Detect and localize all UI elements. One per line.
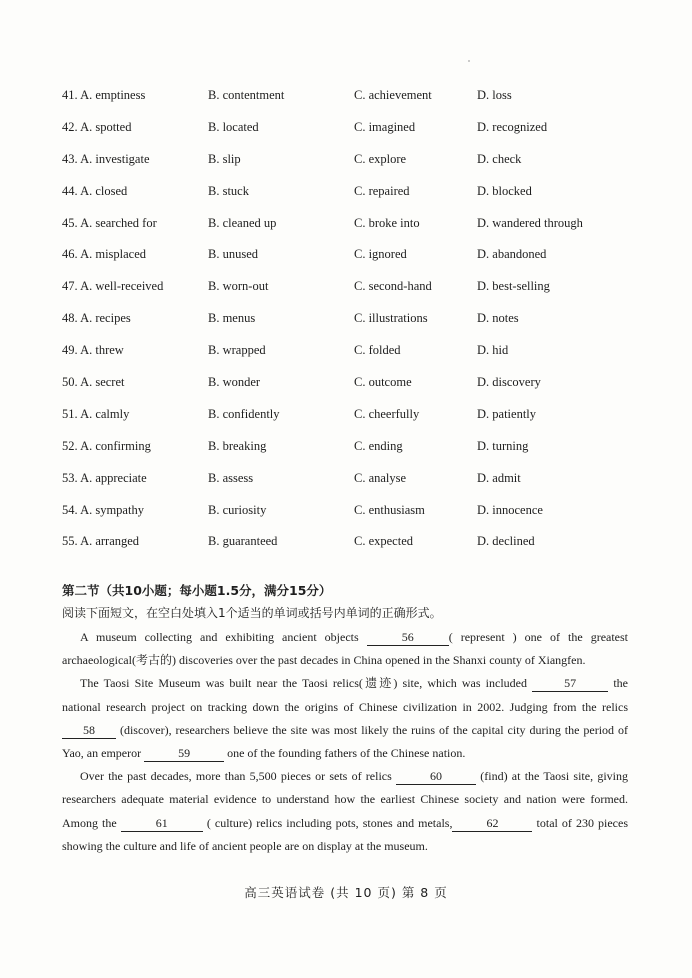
option-d: D. admit	[477, 470, 521, 485]
option-d: D. notes	[477, 311, 519, 326]
option-b: B. cleaned up	[208, 215, 277, 230]
option-b: B. located	[208, 119, 259, 134]
paragraph-1: A museum collecting and exhibiting ancient objects 56 ( represent ) one of the greatest archaeological(考古的) discoveries over the past decades in China opened in the Shanxi county of Xiangfen.	[62, 630, 629, 668]
option-d: D. declined	[477, 534, 535, 549]
option-a: 51. A. calmly	[62, 406, 130, 421]
question-row	[62, 184, 662, 216]
option-a: 54. A. sympathy	[62, 502, 144, 517]
scan-speck	[468, 60, 470, 62]
question-row	[62, 534, 662, 566]
option-d: D. check	[477, 151, 522, 166]
blank-60[interactable]: 60	[396, 769, 476, 785]
question-row	[62, 407, 662, 439]
question-row	[62, 439, 662, 471]
option-a: 44. A. closed	[62, 183, 128, 198]
blank-56[interactable]: 56	[367, 630, 449, 646]
question-row	[62, 503, 662, 535]
option-d: D. blocked	[477, 183, 532, 198]
option-b: B. wonder	[208, 375, 261, 390]
option-b: B. breaking	[208, 438, 267, 453]
option-c: C. expected	[354, 534, 414, 549]
blank-58[interactable]: 58	[62, 723, 116, 739]
option-c: C. outcome	[354, 375, 412, 390]
question-row	[62, 120, 662, 152]
question-row	[62, 311, 662, 343]
paragraph-3: Over the past decades, more than 5,500 pieces or sets of relics 60 (find) at the Taosi site, giving researchers adequate material evidence to understand how the earliest Chinese society and nation were formed. Among the 61 ( culture) relics including pots, stones and metals, 62 total of 230 pieces showing the culture and life of ancient people are on display at the museum.	[62, 769, 628, 853]
option-d: D. loss	[477, 88, 512, 102]
option-b: B. stuck	[208, 183, 249, 198]
option-b: B. curiosity	[208, 502, 267, 517]
option-d: D. patiently	[477, 406, 537, 421]
option-d: D. discovery	[477, 375, 541, 390]
option-b: B. worn-out	[208, 279, 269, 294]
option-b: B. contentment	[208, 88, 285, 102]
option-c: C. explore	[354, 151, 407, 166]
option-c: C. ending	[354, 438, 403, 453]
option-d: D. best-selling	[477, 279, 550, 294]
option-a: 50. A. secret	[62, 375, 125, 390]
option-a: 53. A. appreciate	[62, 470, 147, 485]
option-a: 46. A. misplaced	[62, 247, 147, 262]
option-a: 47. A. well-received	[62, 279, 164, 294]
option-a: 43. A. investigate	[62, 151, 150, 166]
question-row	[62, 343, 662, 375]
page-footer: 高三英语试卷 (共 10 页) 第 8 页	[244, 885, 448, 900]
option-d: D. recognized	[477, 119, 548, 134]
option-c: C. second-hand	[354, 279, 432, 294]
question-row	[62, 216, 662, 248]
question-row	[62, 152, 662, 184]
section-title: 第二节（共10小题；每小题1.5分，满分15分）	[62, 583, 332, 598]
paragraph-2: The Taosi Site Museum was built near the Taosi relics(遗迹) site, which was included 57 the national research project on tracking down the origins of Chinese civilization in 2002. Judging from the relics 58 (discover), researchers believe the site was most likely the ruins of the capital city during the period of Yao, an emperor 59 one of the founding fathers of the Chinese nation.	[62, 676, 628, 761]
option-a: 41. A. emptiness	[62, 88, 146, 102]
question-row	[62, 88, 662, 120]
option-d: D. abandoned	[477, 247, 547, 262]
blank-59[interactable]: 59	[144, 746, 224, 762]
option-c: C. broke into	[354, 215, 420, 230]
option-b: B. unused	[208, 247, 258, 262]
option-c: C. folded	[354, 343, 401, 358]
option-b: B. wrapped	[208, 343, 266, 358]
option-a: 55. A. arranged	[62, 534, 140, 549]
option-c: C. ignored	[354, 247, 407, 262]
option-d: D. innocence	[477, 502, 543, 517]
blank-57[interactable]: 57	[532, 676, 608, 692]
option-c: C. analyse	[354, 470, 407, 485]
option-a: 45. A. searched for	[62, 215, 157, 230]
option-a: 49. A. threw	[62, 343, 124, 358]
section-instruction: 阅读下面短文，在空白处填入1个适当的单词或括号内单词的正确形式。	[62, 606, 442, 620]
option-c: C. illustrations	[354, 311, 428, 326]
option-c: C. imagined	[354, 119, 416, 134]
option-b: B. confidently	[208, 406, 280, 421]
blank-61[interactable]: 61	[121, 816, 203, 832]
option-c: C. cheerfully	[354, 406, 420, 421]
option-a: 48. A. recipes	[62, 311, 131, 326]
choices-list	[62, 88, 662, 566]
option-d: D. hid	[477, 343, 509, 358]
passage	[62, 626, 628, 858]
question-row	[62, 375, 662, 407]
question-row	[62, 279, 662, 311]
question-row	[62, 247, 662, 279]
option-c: C. achievement	[354, 88, 432, 102]
option-a: 52. A. confirming	[62, 438, 151, 453]
option-b: B. menus	[208, 311, 256, 326]
option-d: D. turning	[477, 438, 529, 453]
option-c: C. repaired	[354, 183, 410, 198]
blank-62[interactable]: 62	[452, 816, 532, 832]
option-a: 42. A. spotted	[62, 119, 132, 134]
question-row	[62, 471, 662, 503]
option-c: C. enthusiasm	[354, 502, 425, 517]
option-b: B. slip	[208, 151, 241, 166]
option-b: B. assess	[208, 470, 254, 485]
option-d: D. wandered through	[477, 215, 583, 230]
option-b: B. guaranteed	[208, 534, 278, 549]
